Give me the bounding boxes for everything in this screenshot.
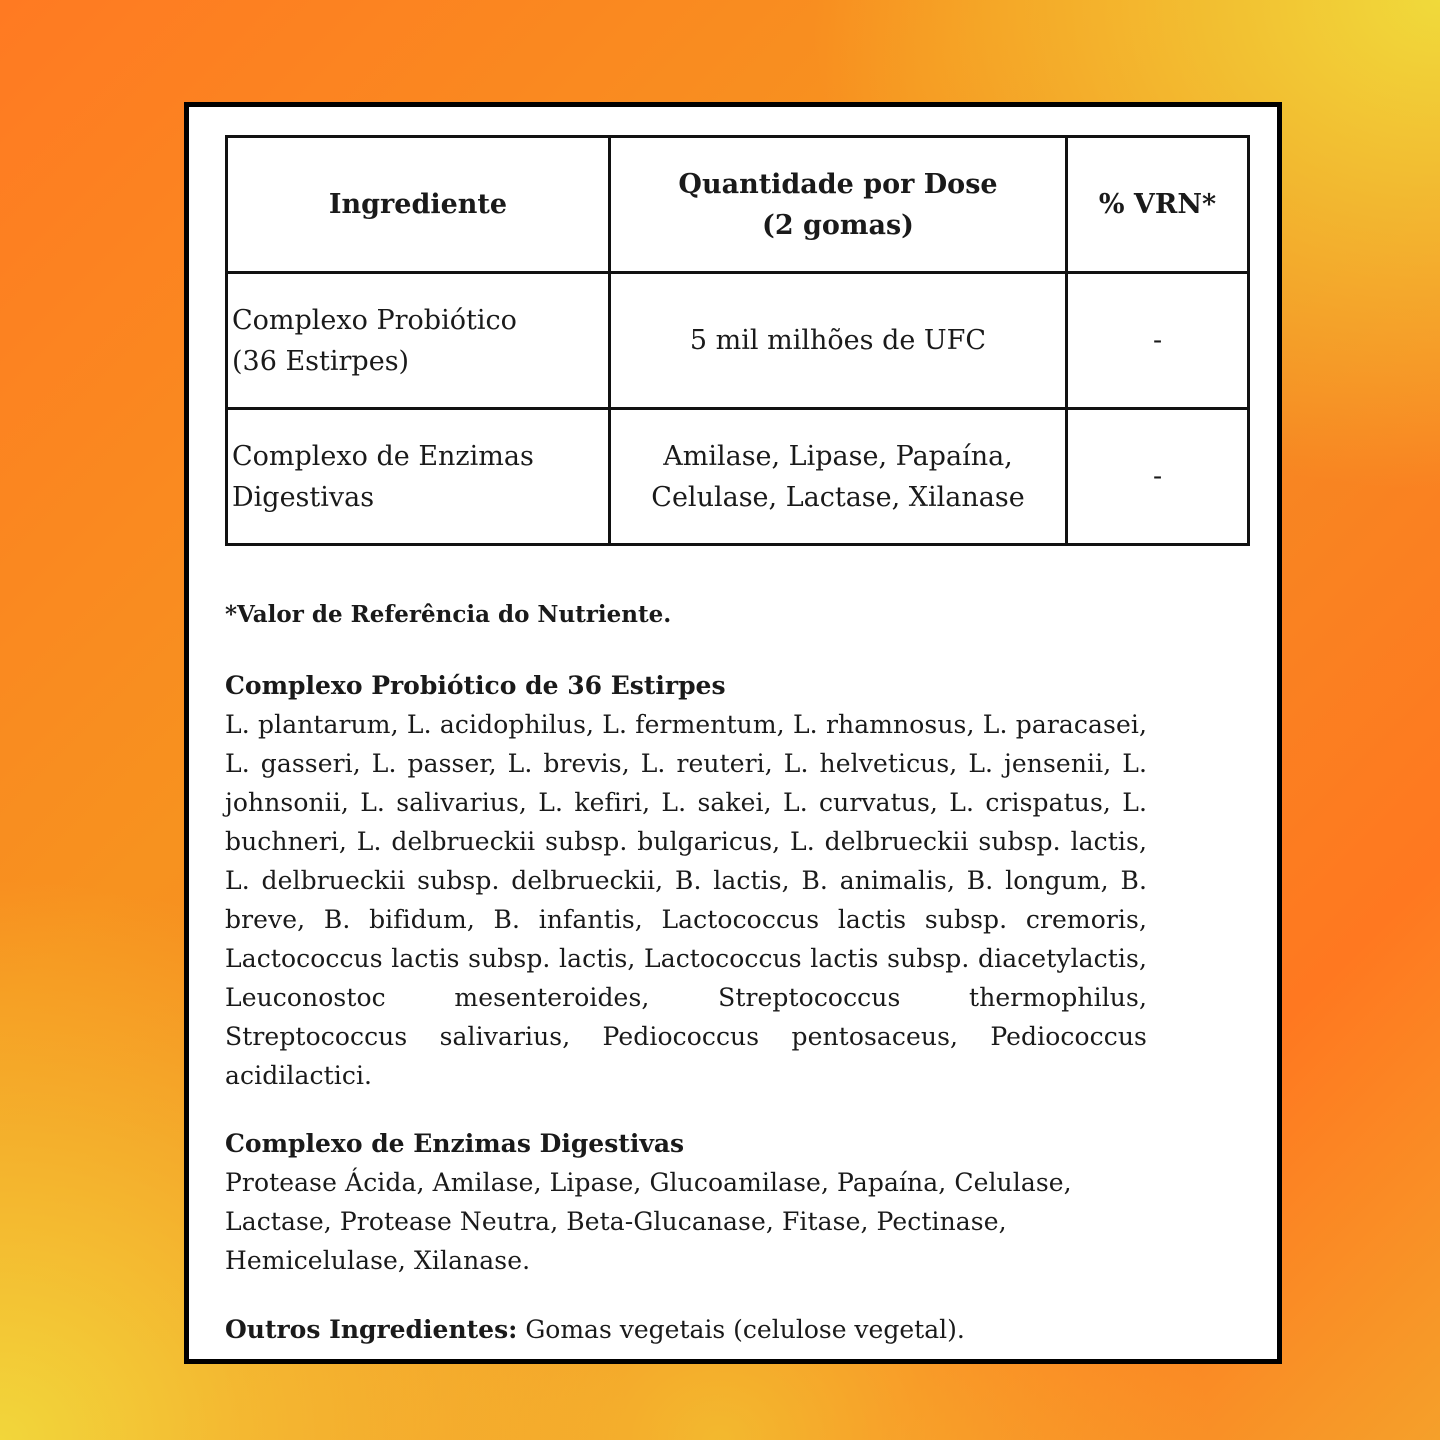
nutrient-table [225, 135, 1250, 546]
header-quantity [610, 137, 1067, 273]
row-vrn [1067, 409, 1249, 545]
header-vrn [1067, 137, 1249, 273]
other-ingredients-label: Outros Ingredientes: [225, 1315, 518, 1344]
header-vrn-label: % VRN* [1098, 189, 1217, 220]
probiotic-strain-list: L. plantarum, L. acidophilus, L. fermentum, L. rhamnosus, L. paracasei, L. gasseri, L. passer, L. brevis, L. reuteri, L. helveticus, L. jensenii, L. johnsonii, L. salivarius, L. kefiri, L. sakei, L. curvatus, L. crispatus, L. buchneri, L. delbrueckii subsp. bulgaricus, L. delbrueckii subsp. lactis, L. delbrueckii subsp. delbrueckii, B. lactis, B. animalis, B. longum, B. breve, B. bifidum, B. infantis, Lactococcus lactis subsp. cremoris, Lactococcus lactis subsp. lactis, Lactococcus lactis subsp. diacetylactis, Leuconostoc mesenteroides, Streptococcus thermophilus, Streptococcus salivarius, Pediococcus pentosaceus, Pediococcus acidilactici. [225, 710, 1147, 1090]
header-quantity-line2: (2 gomas) [762, 209, 914, 241]
enzyme-list: Protease Ácida, Amilase, Lipase, Glucoamilase, Papaína, Celulase, Lactase, Protease Neutra, Beta-Glucanase, Fitase, Pectinase, Hemicelulase, Xilanase. [225, 1168, 1072, 1275]
header-quantity-line1: Quantidade por Dose [678, 168, 998, 200]
row-quantity-line1: Amilase, Lipase, Papaína, [663, 440, 1013, 472]
row-quantity-line1: 5 mil milhões de UFC [689, 325, 987, 356]
other-ingredients-value: Gomas vegetais (celulose vegetal). [517, 1315, 965, 1344]
row-ingredient [227, 409, 610, 545]
table-row [227, 409, 1249, 545]
enzyme-section [225, 1125, 1147, 1280]
enzyme-title: Complexo de Enzimas Digestivas [225, 1129, 685, 1158]
row-vrn-value: - [1152, 325, 1163, 356]
row-quantity [610, 273, 1067, 409]
row-quantity [610, 409, 1067, 545]
probiotic-title: Complexo Probiótico de 36 Estirpes [225, 671, 726, 700]
probiotic-section [225, 667, 1147, 1095]
other-ingredients [225, 1311, 1147, 1349]
row-ingredient-line1: Complexo Probiótico [232, 304, 517, 336]
row-ingredient-line2: Digestivas [232, 481, 375, 513]
table-row [227, 273, 1249, 409]
row-ingredient [227, 273, 610, 409]
header-ingredient-label: Ingrediente [328, 189, 508, 220]
table-header-row [227, 137, 1249, 273]
row-vrn [1067, 273, 1249, 409]
row-ingredient-line2: (36 Estirpes) [232, 345, 410, 377]
nutrition-label-panel [184, 102, 1282, 1364]
row-vrn-value: - [1152, 461, 1163, 492]
vrn-footnote: *Valor de Referência do Nutriente. [225, 601, 672, 628]
header-ingredient [227, 137, 610, 273]
row-ingredient-line1: Complexo de Enzimas [232, 440, 534, 472]
row-quantity-line2: Celulase, Lactase, Xilanase [651, 481, 1025, 513]
